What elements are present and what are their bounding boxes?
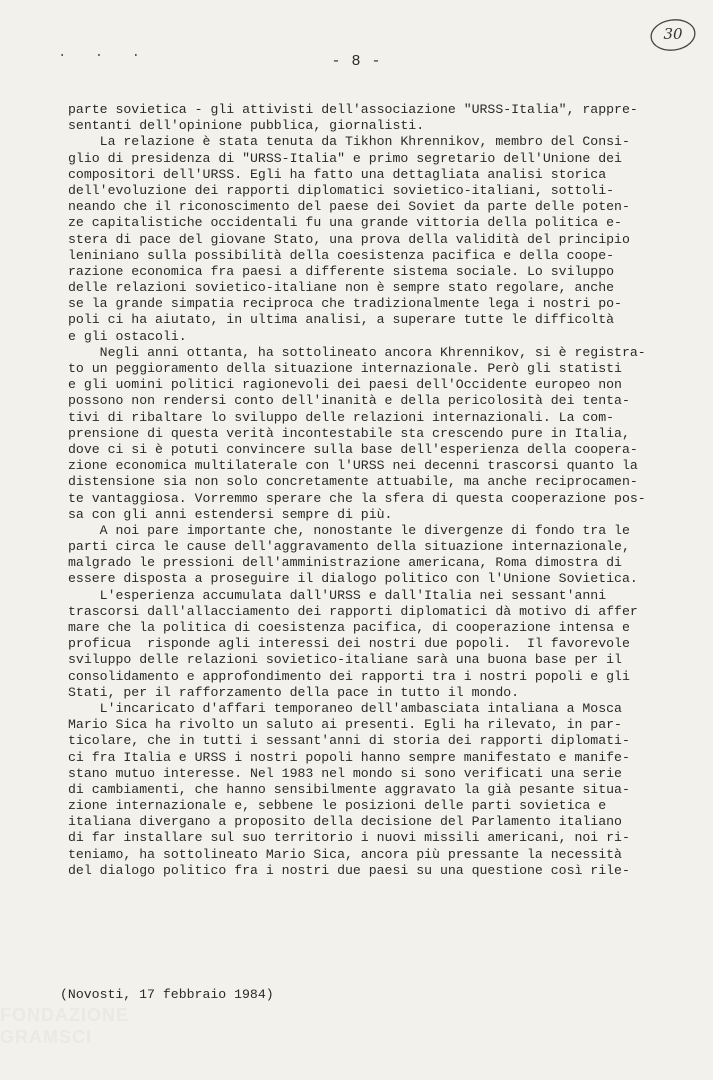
text-line: to un peggioramento della situazione internazionale. Però gli statisti [68,361,622,376]
text-line: di cambiamenti, che hanno sensibilmente aggravato la già pesante situa- [68,781,630,797]
watermark-line: FONDAZIONE [0,1005,129,1025]
text-line: dell'evoluzione dei rapporti diplomatici sovietico-italiani, sottoli- [68,182,615,198]
page-number: - 8 - [331,53,382,70]
text-line: proficua risponde agli interessi dei nostri due popoli. Il favorevole [68,636,630,652]
text-line: sentanti dell'opinione pubblica, giornalisti. [68,118,425,134]
text-line: Stati, per il rafforzamento della pace in tutto il mondo. [68,684,520,700]
text-line: dove ci si è potuti convincere sulla base dell'esperienza della coopera- [68,441,638,457]
text-line: te vantaggiosa. Vorremmo sperare che la sfera di questa cooperazione pos- [68,490,646,506]
text-line: L'esperienza accumulata dall'URSS e dall'Italia nei sessant'anni [68,587,607,603]
text-line: malgrado le pressioni dell'amministrazione americana, Roma dimostra di [68,555,622,571]
text-line: ci fra Italia e URSS i nostri popoli hanno sempre manifestato e manife- [68,749,630,765]
text-line: e gli ostacoli. [68,328,187,344]
archive-number-stamp [648,16,698,54]
text-line: zione internazionale e, sebbene le posizioni delle parti sovietica e [68,798,607,814]
text-line: leniniano sulla possibilità della coesistenza pacifica e della coope- [68,247,615,263]
text-line: teniamo, ha sottolineato Mario Sica, ancora più pressante la necessità [68,846,622,862]
text-line: A noi pare importante che, nonostante le divergenze di fondo tra le [68,522,630,538]
text-line: poli ci ha aiutato, in ultima analisi, a superare tutte le difficoltà [68,312,615,328]
text-line: Negli anni ottanta, ha sottolineato ancora Khrennikov, si è registra- [68,344,646,360]
text-line: delle relazioni sovietico-italiane non è sempre stato regolare, anche [68,280,615,296]
text-line: ticolare, che in tutti i sessant'anni di storia dei rapporti diplomati- [68,733,630,749]
text-line: sviluppo delle relazioni sovietico-italiane sarà una buona base per il [68,652,622,668]
text-line: razione economica fra paesi a differente sistema sociale. Lo sviluppo [68,263,615,279]
text-line: parti circa le cause dell'aggravamento della situazione internazionale, [68,539,630,555]
text-line: parte sovietica - gli attivisti dell'associazione "URSS-Italia", rappre- [68,102,638,117]
text-line: tivi di ribaltare lo sviluppo delle relazioni internazionali. La com- [68,409,615,425]
text-line: Mario Sica ha rivolto un saluto ai presenti. Egli ha rilevato, in par- [68,717,622,733]
text-line: stano mutuo interesse. Nel 1983 nel mondo si sono verificati una serie [68,765,622,781]
text-line: essere disposta a proseguire il dialogo politico con l'Unione Sovietica. [68,571,638,587]
text-line: stera di pace del giovane Stato, una prova della validità del principio [68,231,630,247]
text-line: ze capitalistiche occidentali fu una grande vittoria della politica e- [68,215,622,231]
document-body [68,102,668,879]
watermark-line: GRAMSCI [0,1027,92,1047]
text-line: del dialogo politico fra i nostri due paesi su una questione così rile- [68,862,630,878]
text-line: La relazione è stata tenuta da Tikhon Khrennikov, membro del Consi- [68,134,630,150]
text-line: possono non rendersi conto dell'inanità e della pericolosità dei tenta- [68,393,630,409]
source-citation: (Novosti, 17 febbraio 1984) [60,987,274,1002]
text-line: sa con gli anni estendersi sempre di più. [68,506,393,522]
text-line: italiana divergano a proposito della decisione del Parlamento italiano [68,814,622,830]
stray-marks: . . . [58,45,151,61]
text-line: glio di presidenza di "URSS-Italia" e primo segretario dell'Unione dei [68,150,622,166]
archive-watermark [0,1004,200,1064]
text-line: neando che il riconoscimento del paese dei Soviet da parte delle poten- [68,199,630,215]
text-line: e gli uomini politici ragionevoli dei paesi dell'Occidente europeo non [68,377,622,393]
text-line: L'incaricato d'affari temporaneo dell'ambasciata intaliana a Mosca [68,700,622,716]
text-line: compositori dell'URSS. Egli ha fatto una dettagliata analisi storica [68,166,607,182]
text-line: prensione di questa verità incontestabile sta crescendo pure in Italia, [68,425,630,441]
text-line: trascorsi dall'allacciamento dei rapporti diplomatici dà motivo di affer [68,603,638,619]
archive-number-text: 30 [663,25,683,43]
text-line: distensione sia non solo concretamente attuabile, ma anche reciprocamen- [68,474,638,490]
text-line: di far installare sul suo territorio i nuovi missili americani, noi ri- [68,830,630,846]
text-line: se la grande simpatia reciproca che tradizionalmente lega i nostri po- [68,296,622,312]
text-line: mare che la politica di coesistenza pacifica, di cooperazione intensa e [68,620,630,635]
text-line: consolidamento e approfondimento dei rapporti tra i nostri popoli e gli [68,668,630,684]
text-line: zione economica multilaterale con l'URSS nei decenni trascorsi quanto la [68,458,638,474]
